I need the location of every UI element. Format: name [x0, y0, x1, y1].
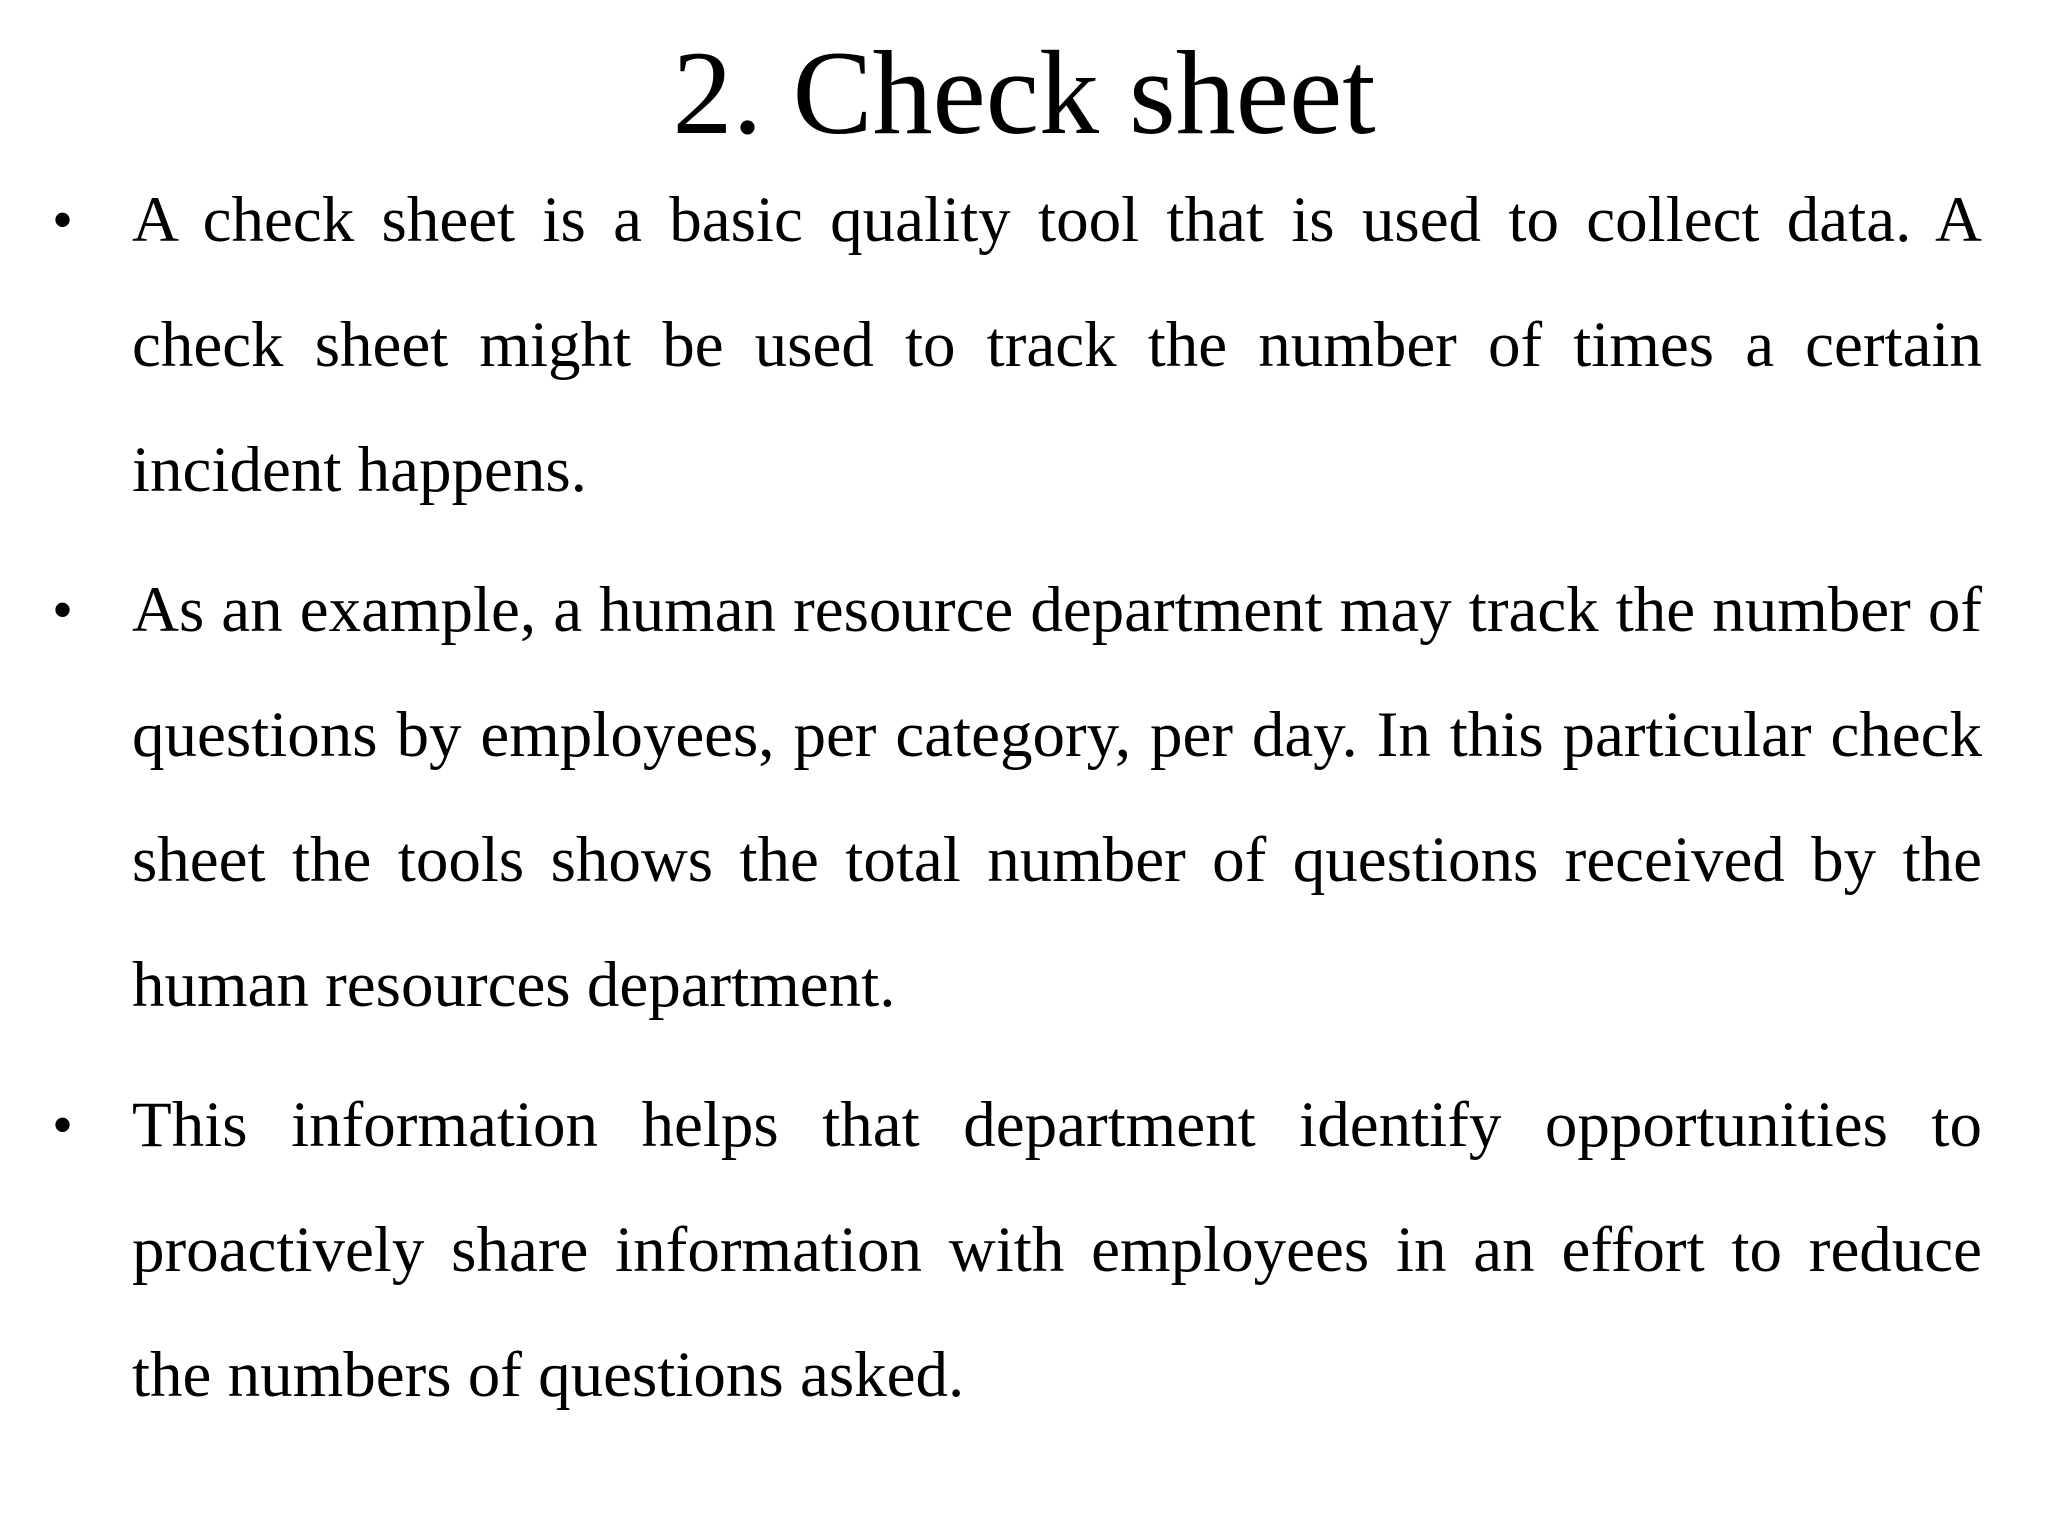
bullet-dot-icon: •	[52, 1092, 74, 1158]
bullet-item	[52, 1063, 1982, 1438]
bullet-dot-icon: •	[52, 187, 74, 253]
bullet-item	[52, 548, 1982, 1048]
bullet-item	[52, 158, 1982, 533]
bullet-text: This information helps that department identify opportunities to proactively share information with employees in an effort to reduce the numbers of questions asked.	[132, 1089, 1982, 1411]
slide-title: 2. Check sheet	[672, 26, 1376, 159]
bullet-text: A check sheet is a basic quality tool that is used to collect data. A check sheet might be used to track the number of times a certain incident happens.	[132, 184, 1982, 506]
bullet-text: As an example, a human resource department may track the number of questions by employees, per category, per day. In this particular check sheet the tools shows the total number of questions received by the human resources department.	[132, 574, 1982, 1021]
bullet-dot-icon: •	[52, 577, 74, 643]
